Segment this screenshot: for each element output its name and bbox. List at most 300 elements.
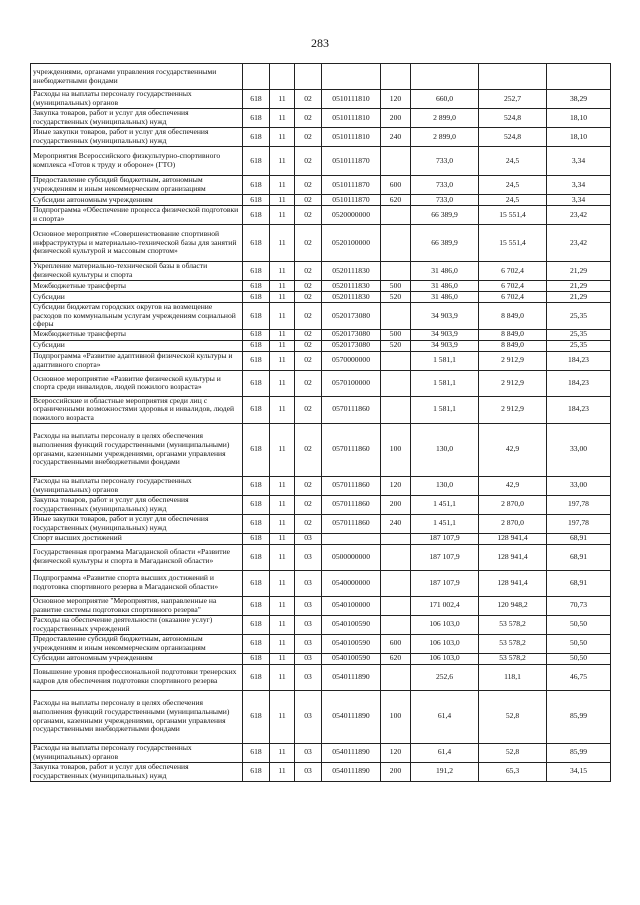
- cell-planned: 66 389,9: [411, 225, 479, 262]
- cell-target-article: 0520111830: [322, 281, 381, 292]
- cell-percent: 25,35: [547, 329, 611, 340]
- cell-target-article: 0570000000: [322, 351, 381, 370]
- cell-percent: 33,00: [547, 476, 611, 495]
- cell-grbs: 618: [243, 206, 270, 225]
- cell-executed: 6 702,4: [479, 292, 547, 303]
- cell-percent: 46,75: [547, 664, 611, 690]
- cell-planned: 252,6: [411, 664, 479, 690]
- cell-target-article: 0570111860: [322, 396, 381, 423]
- table-row: [31, 653, 611, 664]
- cell-grbs: 618: [243, 195, 270, 206]
- cell-subsection: 02: [295, 514, 322, 533]
- cell-name: Субсидии: [31, 340, 243, 351]
- cell-grbs: 618: [243, 396, 270, 423]
- cell-percent: 85,99: [547, 690, 611, 743]
- cell-subsection: 03: [295, 653, 322, 664]
- cell-expense-type: 620: [381, 653, 411, 664]
- cell-percent: 21,29: [547, 281, 611, 292]
- cell-section: 11: [270, 596, 295, 615]
- cell-section: 11: [270, 664, 295, 690]
- cell-expense-type: 240: [381, 514, 411, 533]
- cell-grbs: 618: [243, 351, 270, 370]
- cell-name: Предоставление субсидий бюджетным, автономным учреждениям и иным некоммерческим организациям: [31, 634, 243, 653]
- cell-executed: 120 948,2: [479, 596, 547, 615]
- cell-expense-type: 600: [381, 176, 411, 195]
- table-row: [31, 476, 611, 495]
- cell-grbs: [243, 64, 270, 90]
- cell-name: Иные закупки товаров, работ и услуг для обеспечения государственных (муниципальных) нужд: [31, 514, 243, 533]
- table-row: [31, 109, 611, 128]
- table-row: [31, 262, 611, 281]
- cell-subsection: 02: [295, 396, 322, 423]
- cell-executed: 524,8: [479, 109, 547, 128]
- cell-grbs: 618: [243, 423, 270, 476]
- cell-target-article: 0540111890: [322, 743, 381, 762]
- cell-expense-type: [381, 533, 411, 544]
- table-row: [31, 225, 611, 262]
- cell-expense-type: 520: [381, 292, 411, 303]
- cell-executed: 2 912,9: [479, 370, 547, 396]
- cell-percent: 18,10: [547, 128, 611, 147]
- cell-subsection: 03: [295, 762, 322, 781]
- cell-target-article: 0540100590: [322, 653, 381, 664]
- cell-name: Основное мероприятие «Совершенствование спортивной инфраструктуры и материально-технической базы для занятий физической культурой и массовым спортом»: [31, 225, 243, 262]
- cell-name: Закупка товаров, работ и услуг для обеспечения государственных (муниципальных) нужд: [31, 495, 243, 514]
- cell-percent: 23,42: [547, 225, 611, 262]
- cell-target-article: [322, 533, 381, 544]
- cell-grbs: 618: [243, 615, 270, 634]
- cell-grbs: 618: [243, 664, 270, 690]
- cell-target-article: 0540111890: [322, 762, 381, 781]
- cell-executed: 53 578,2: [479, 634, 547, 653]
- cell-section: 11: [270, 303, 295, 330]
- cell-grbs: 618: [243, 570, 270, 596]
- cell-subsection: 03: [295, 634, 322, 653]
- cell-name: Укрепление материально-технической базы в области физической культуры и спорта: [31, 262, 243, 281]
- cell-subsection: 03: [295, 615, 322, 634]
- cell-expense-type: 600: [381, 634, 411, 653]
- cell-subsection: 02: [295, 495, 322, 514]
- table-row: [31, 596, 611, 615]
- cell-section: 11: [270, 90, 295, 109]
- cell-planned: 31 486,0: [411, 281, 479, 292]
- cell-percent: 25,35: [547, 340, 611, 351]
- cell-planned: 106 103,0: [411, 653, 479, 664]
- cell-section: 11: [270, 423, 295, 476]
- cell-name: Повышение уровня профессиональной подготовки тренерских кадров для обеспечения подготовки спортивного резерва: [31, 664, 243, 690]
- cell-name: Субсидии автономным учреждениям: [31, 195, 243, 206]
- cell-name: Подпрограмма «Обеспечение процесса физической подготовки и спорта»: [31, 206, 243, 225]
- cell-grbs: 618: [243, 596, 270, 615]
- cell-executed: 128 941,4: [479, 533, 547, 544]
- cell-target-article: 0570100000: [322, 370, 381, 396]
- table-row: [31, 351, 611, 370]
- cell-expense-type: [381, 147, 411, 176]
- cell-grbs: 618: [243, 340, 270, 351]
- cell-executed: 15 551,4: [479, 225, 547, 262]
- cell-executed: 8 849,0: [479, 303, 547, 330]
- cell-executed: 24,5: [479, 195, 547, 206]
- cell-grbs: 618: [243, 743, 270, 762]
- cell-name: Субсидии автономным учреждениям: [31, 653, 243, 664]
- cell-executed: 8 849,0: [479, 329, 547, 340]
- cell-name: Межбюджетные трансферты: [31, 329, 243, 340]
- cell-name: Основное мероприятие "Мероприятия, направленные на развитие системы подготовки спортивного резерва": [31, 596, 243, 615]
- cell-percent: 197,78: [547, 514, 611, 533]
- cell-section: 11: [270, 690, 295, 743]
- cell-name: Расходы на выплаты персоналу государственных (муниципальных) органов: [31, 90, 243, 109]
- cell-section: 11: [270, 225, 295, 262]
- cell-subsection: 02: [295, 303, 322, 330]
- cell-target-article: [322, 64, 381, 90]
- cell-section: 11: [270, 514, 295, 533]
- cell-planned: 34 903,9: [411, 340, 479, 351]
- cell-planned: 2 899,0: [411, 128, 479, 147]
- cell-target-article: 0570111860: [322, 423, 381, 476]
- cell-section: 11: [270, 109, 295, 128]
- table-row: [31, 690, 611, 743]
- cell-grbs: 618: [243, 514, 270, 533]
- cell-section: 11: [270, 176, 295, 195]
- cell-target-article: 0510111810: [322, 90, 381, 109]
- table-row: [31, 147, 611, 176]
- cell-executed: 15 551,4: [479, 206, 547, 225]
- cell-section: 11: [270, 262, 295, 281]
- cell-target-article: 0510111870: [322, 147, 381, 176]
- cell-planned: 61,4: [411, 690, 479, 743]
- cell-subsection: 03: [295, 743, 322, 762]
- cell-executed: 128 941,4: [479, 570, 547, 596]
- cell-subsection: 02: [295, 90, 322, 109]
- cell-planned: 1 451,1: [411, 495, 479, 514]
- cell-name: Субсидии бюджетам городских округов на возмещение расходов по коммунальным услугам учреждениям социальной сферы: [31, 303, 243, 330]
- cell-section: 11: [270, 147, 295, 176]
- cell-section: 11: [270, 533, 295, 544]
- cell-planned: 106 103,0: [411, 615, 479, 634]
- cell-expense-type: [381, 615, 411, 634]
- cell-percent: [547, 64, 611, 90]
- cell-executed: 53 578,2: [479, 653, 547, 664]
- cell-expense-type: 120: [381, 90, 411, 109]
- cell-executed: 8 849,0: [479, 340, 547, 351]
- cell-grbs: 618: [243, 281, 270, 292]
- cell-subsection: 02: [295, 351, 322, 370]
- cell-subsection: 02: [295, 262, 322, 281]
- cell-planned: 34 903,9: [411, 303, 479, 330]
- cell-grbs: 618: [243, 329, 270, 340]
- cell-expense-type: [381, 262, 411, 281]
- table-row: [31, 176, 611, 195]
- cell-percent: 38,29: [547, 90, 611, 109]
- cell-executed: 6 702,4: [479, 262, 547, 281]
- cell-percent: 184,23: [547, 370, 611, 396]
- cell-expense-type: 100: [381, 423, 411, 476]
- cell-subsection: 02: [295, 281, 322, 292]
- cell-name: Мероприятия Всероссийского физкультурно-спортивного комплекса «Готов к труду и обороне» (ГТО): [31, 147, 243, 176]
- cell-planned: 1 581,1: [411, 370, 479, 396]
- cell-expense-type: [381, 351, 411, 370]
- cell-executed: 2 870,0: [479, 514, 547, 533]
- cell-section: 11: [270, 653, 295, 664]
- cell-name: Межбюджетные трансферты: [31, 281, 243, 292]
- cell-grbs: 618: [243, 109, 270, 128]
- table-row: [31, 195, 611, 206]
- cell-subsection: 02: [295, 423, 322, 476]
- cell-subsection: 02: [295, 292, 322, 303]
- cell-section: 11: [270, 351, 295, 370]
- cell-grbs: 618: [243, 303, 270, 330]
- cell-name: Субсидии: [31, 292, 243, 303]
- cell-percent: 21,29: [547, 262, 611, 281]
- table-row: [31, 544, 611, 570]
- table-row: [31, 533, 611, 544]
- cell-section: 11: [270, 206, 295, 225]
- cell-target-article: 0500000000: [322, 544, 381, 570]
- cell-percent: 184,23: [547, 396, 611, 423]
- table-row: [31, 281, 611, 292]
- cell-percent: 25,35: [547, 303, 611, 330]
- cell-planned: 187 107,9: [411, 570, 479, 596]
- cell-target-article: 0540111890: [322, 664, 381, 690]
- cell-expense-type: [381, 225, 411, 262]
- table-row: [31, 90, 611, 109]
- cell-planned: 106 103,0: [411, 634, 479, 653]
- cell-section: 11: [270, 281, 295, 292]
- cell-grbs: 618: [243, 476, 270, 495]
- cell-percent: 85,99: [547, 743, 611, 762]
- cell-percent: 50,50: [547, 634, 611, 653]
- cell-target-article: 0510111810: [322, 128, 381, 147]
- cell-name: Всероссийские и областные мероприятия среди лиц с ограниченными возможностями здоровья и инвалидов, людей пожилого возраста: [31, 396, 243, 423]
- cell-grbs: 618: [243, 495, 270, 514]
- cell-expense-type: [381, 303, 411, 330]
- table-row: [31, 206, 611, 225]
- cell-target-article: 0570111860: [322, 495, 381, 514]
- cell-section: 11: [270, 544, 295, 570]
- table-row: [31, 370, 611, 396]
- cell-subsection: [295, 64, 322, 90]
- cell-section: [270, 64, 295, 90]
- cell-percent: 23,42: [547, 206, 611, 225]
- cell-name: учреждениями, органами управления государственными внебюджетными фондами: [31, 64, 243, 90]
- cell-subsection: 02: [295, 195, 322, 206]
- cell-grbs: 618: [243, 128, 270, 147]
- cell-section: 11: [270, 195, 295, 206]
- cell-target-article: 0570111860: [322, 476, 381, 495]
- table-row: [31, 514, 611, 533]
- cell-planned: 733,0: [411, 176, 479, 195]
- budget-table: [30, 63, 611, 782]
- cell-planned: 660,0: [411, 90, 479, 109]
- cell-section: 11: [270, 329, 295, 340]
- cell-planned: 31 486,0: [411, 262, 479, 281]
- cell-target-article: 0520111830: [322, 262, 381, 281]
- cell-target-article: 0520173080: [322, 303, 381, 330]
- cell-subsection: 02: [295, 206, 322, 225]
- cell-name: Закупка товаров, работ и услуг для обеспечения государственных (муниципальных) нужд: [31, 109, 243, 128]
- cell-percent: 50,50: [547, 615, 611, 634]
- cell-grbs: 618: [243, 90, 270, 109]
- cell-subsection: 03: [295, 544, 322, 570]
- cell-section: 11: [270, 292, 295, 303]
- cell-target-article: 0540100000: [322, 596, 381, 615]
- cell-percent: 21,29: [547, 292, 611, 303]
- cell-subsection: 02: [295, 128, 322, 147]
- cell-executed: 252,7: [479, 90, 547, 109]
- cell-target-article: 0540000000: [322, 570, 381, 596]
- cell-executed: 118,1: [479, 664, 547, 690]
- cell-target-article: 0510111870: [322, 176, 381, 195]
- cell-expense-type: [381, 396, 411, 423]
- cell-percent: 197,78: [547, 495, 611, 514]
- cell-grbs: 618: [243, 176, 270, 195]
- cell-name: Расходы на выплаты персоналу в целях обеспечения выполнения функций государственными (муниципальными) органами, казенными учреждениями, органами управления государственными внебюджетными фондами: [31, 690, 243, 743]
- cell-name: Расходы на выплаты персоналу государственных (муниципальных) органов: [31, 743, 243, 762]
- cell-expense-type: 620: [381, 195, 411, 206]
- cell-name: Государственная программа Магаданской области «Развитие физической культуры и спорта в Магаданской области»: [31, 544, 243, 570]
- cell-expense-type: 200: [381, 109, 411, 128]
- cell-percent: 33,00: [547, 423, 611, 476]
- cell-name: Предоставление субсидий бюджетным, автономным учреждениям и иным некоммерческим организациям: [31, 176, 243, 195]
- cell-expense-type: [381, 570, 411, 596]
- cell-executed: 53 578,2: [479, 615, 547, 634]
- cell-planned: [411, 64, 479, 90]
- cell-percent: 70,73: [547, 596, 611, 615]
- cell-target-article: 0510111810: [322, 109, 381, 128]
- cell-executed: 2 870,0: [479, 495, 547, 514]
- table-row: [31, 743, 611, 762]
- cell-executed: 65,3: [479, 762, 547, 781]
- cell-subsection: 03: [295, 690, 322, 743]
- cell-name: Подпрограмма «Развитие спорта высших достижений и подготовка спортивного резерва в Магаданской области»: [31, 570, 243, 596]
- cell-section: 11: [270, 634, 295, 653]
- cell-percent: 3,34: [547, 195, 611, 206]
- cell-name: Закупка товаров, работ и услуг для обеспечения государственных (муниципальных) нужд: [31, 762, 243, 781]
- cell-section: 11: [270, 762, 295, 781]
- cell-expense-type: 500: [381, 329, 411, 340]
- cell-expense-type: 520: [381, 340, 411, 351]
- cell-name: Иные закупки товаров, работ и услуг для обеспечения государственных (муниципальных) нужд: [31, 128, 243, 147]
- cell-planned: 31 486,0: [411, 292, 479, 303]
- cell-executed: 524,8: [479, 128, 547, 147]
- cell-grbs: 618: [243, 370, 270, 396]
- cell-section: 11: [270, 615, 295, 634]
- cell-executed: [479, 64, 547, 90]
- cell-section: 11: [270, 570, 295, 596]
- cell-planned: 733,0: [411, 147, 479, 176]
- cell-expense-type: [381, 544, 411, 570]
- cell-subsection: 03: [295, 570, 322, 596]
- cell-percent: 184,23: [547, 351, 611, 370]
- cell-executed: 24,5: [479, 176, 547, 195]
- cell-expense-type: 200: [381, 762, 411, 781]
- cell-grbs: 618: [243, 653, 270, 664]
- cell-executed: 2 912,9: [479, 351, 547, 370]
- cell-grbs: 618: [243, 634, 270, 653]
- cell-grbs: 618: [243, 262, 270, 281]
- cell-target-article: 0520173080: [322, 329, 381, 340]
- cell-subsection: 02: [295, 329, 322, 340]
- cell-grbs: 618: [243, 690, 270, 743]
- cell-subsection: 02: [295, 176, 322, 195]
- cell-section: 11: [270, 743, 295, 762]
- cell-percent: 50,50: [547, 653, 611, 664]
- cell-planned: 34 903,9: [411, 329, 479, 340]
- cell-target-article: 0540100590: [322, 634, 381, 653]
- cell-planned: 61,4: [411, 743, 479, 762]
- page-number: 283: [311, 36, 329, 50]
- cell-expense-type: [381, 596, 411, 615]
- table-row: [31, 664, 611, 690]
- cell-grbs: 618: [243, 544, 270, 570]
- cell-subsection: 03: [295, 664, 322, 690]
- cell-name: Расходы на выплаты персоналу государственных (муниципальных) органов: [31, 476, 243, 495]
- table-row: [31, 340, 611, 351]
- cell-planned: 1 581,1: [411, 396, 479, 423]
- cell-executed: 24,5: [479, 147, 547, 176]
- cell-target-article: 0520100000: [322, 225, 381, 262]
- cell-planned: 66 389,9: [411, 206, 479, 225]
- cell-expense-type: 120: [381, 476, 411, 495]
- table-row: [31, 64, 611, 90]
- cell-percent: 18,10: [547, 109, 611, 128]
- cell-planned: 191,2: [411, 762, 479, 781]
- table-row: [31, 292, 611, 303]
- cell-section: 11: [270, 396, 295, 423]
- cell-subsection: 02: [295, 370, 322, 396]
- cell-planned: 2 899,0: [411, 109, 479, 128]
- cell-expense-type: 500: [381, 281, 411, 292]
- cell-percent: 3,34: [547, 176, 611, 195]
- table-row: [31, 570, 611, 596]
- cell-percent: 68,91: [547, 533, 611, 544]
- cell-executed: 6 702,4: [479, 281, 547, 292]
- cell-expense-type: [381, 206, 411, 225]
- cell-subsection: 02: [295, 147, 322, 176]
- cell-planned: 1 581,1: [411, 351, 479, 370]
- cell-executed: 42,9: [479, 423, 547, 476]
- cell-executed: 52,8: [479, 743, 547, 762]
- table-row: [31, 495, 611, 514]
- cell-expense-type: [381, 64, 411, 90]
- cell-planned: 1 451,1: [411, 514, 479, 533]
- cell-name: Основное мероприятие «Развитие физической культуры и спорта среди инвалидов, людей пожилого возраста»: [31, 370, 243, 396]
- table-row: [31, 128, 611, 147]
- cell-percent: 3,34: [547, 147, 611, 176]
- cell-grbs: 618: [243, 292, 270, 303]
- cell-name: Спорт высших достижений: [31, 533, 243, 544]
- cell-percent: 68,91: [547, 570, 611, 596]
- cell-target-article: 0540100590: [322, 615, 381, 634]
- table-row: [31, 762, 611, 781]
- cell-section: 11: [270, 476, 295, 495]
- cell-grbs: 618: [243, 533, 270, 544]
- cell-section: 11: [270, 370, 295, 396]
- cell-expense-type: 120: [381, 743, 411, 762]
- cell-subsection: 02: [295, 476, 322, 495]
- table-row: [31, 634, 611, 653]
- cell-expense-type: 100: [381, 690, 411, 743]
- cell-subsection: 03: [295, 596, 322, 615]
- table-row: [31, 423, 611, 476]
- cell-name: Расходы на выплаты персоналу в целях обеспечения выполнения функций государственными (муниципальными) органами, казенными учреждениями, органами управления государственными внебюджетными фондами: [31, 423, 243, 476]
- cell-subsection: 03: [295, 533, 322, 544]
- cell-executed: 2 912,9: [479, 396, 547, 423]
- cell-planned: 130,0: [411, 423, 479, 476]
- table-row: [31, 329, 611, 340]
- cell-expense-type: 200: [381, 495, 411, 514]
- cell-section: 11: [270, 340, 295, 351]
